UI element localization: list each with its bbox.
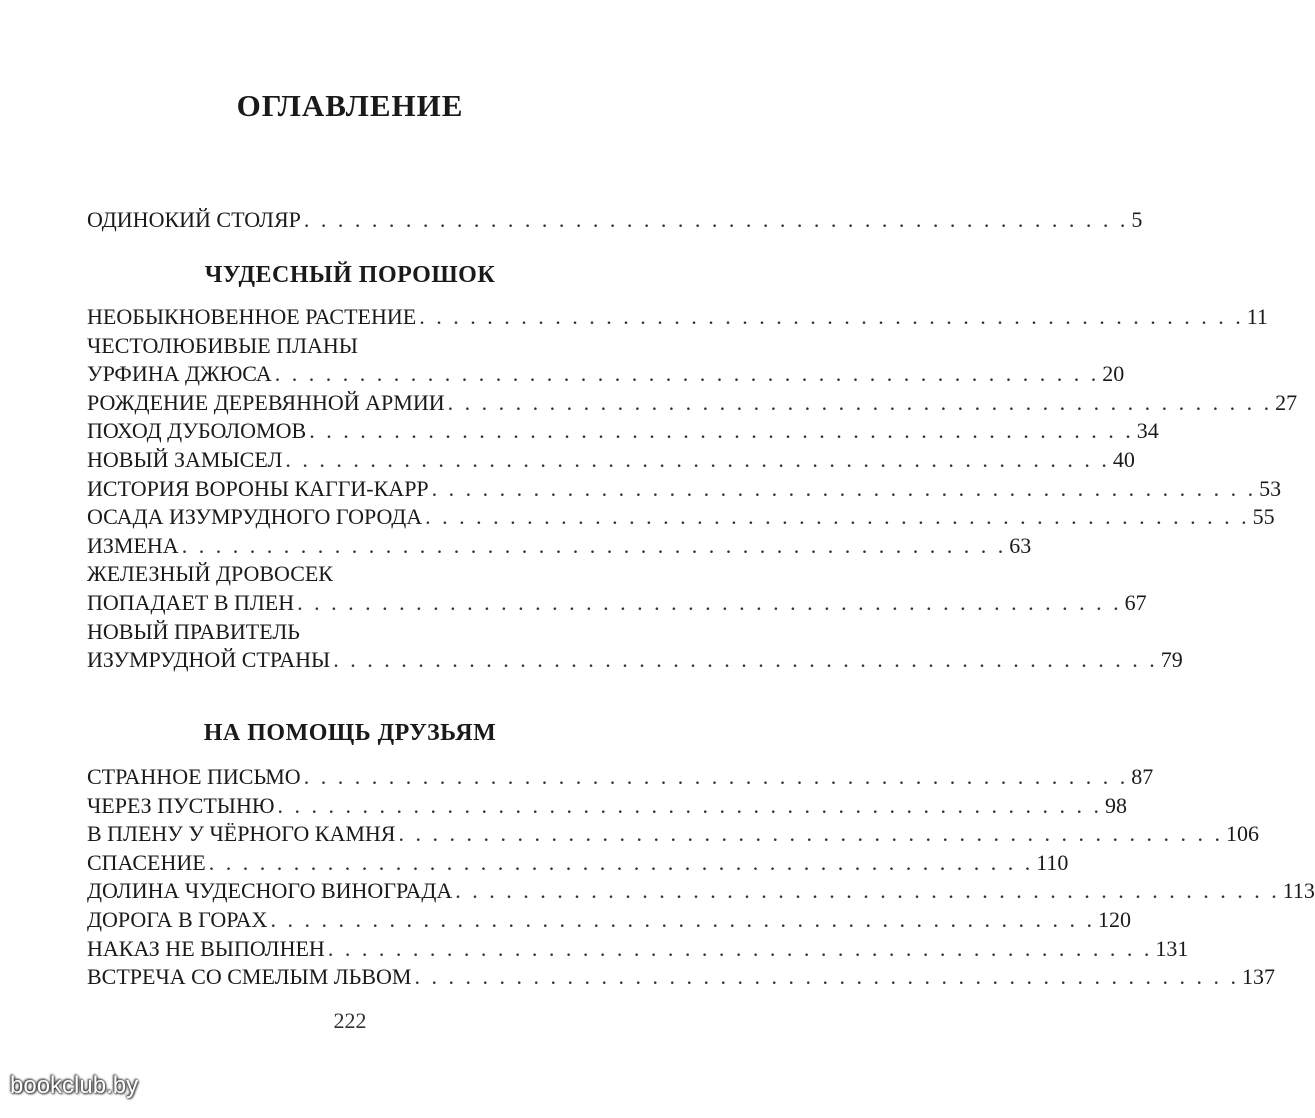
- toc-entry: [87, 877, 1315, 906]
- dot-leader: . . . . . . . . . . . . . . . . . . . . . . . . . . . . . . . . . . . . . . . . . . . . . . . . .: [270, 906, 1095, 932]
- toc-entry: [87, 618, 619, 647]
- toc-entry: [87, 417, 1159, 446]
- entry-page: 110: [1036, 849, 1069, 875]
- toc-entry: [87, 792, 1127, 821]
- section-1-list: [87, 303, 1298, 675]
- watermark: bookclub.by: [10, 1072, 139, 1099]
- dot-leader: . . . . . . . . . . . . . . . . . . . . . . . . . . . . . . . . . . . . . . . . . . . . . . . . .: [431, 475, 1257, 501]
- dot-leader: . . . . . . . . . . . . . . . . . . . . . . . . . . . . . . . . . . . . . . . . . . . . . . . . .: [285, 446, 1110, 472]
- entry-title: ОСАДА ИЗУМРУДНОГО ГОРОДА: [87, 504, 423, 530]
- dot-leader: . . . . . . . . . . . . . . . . . . . . . . . . . . . . . . . . . . . . . . . . . . . . . . . . .: [277, 792, 1102, 818]
- entry-page: 40: [1112, 446, 1135, 472]
- toc-entry: [87, 503, 1275, 532]
- entry-title: ИСТОРИЯ ВОРОНЫ КАГГИ-КАРР: [87, 475, 429, 501]
- toc-entry: [87, 820, 1259, 849]
- dot-leader: . . . . . . . . . . . . . . . . . . . . . . . . . . . . . . . . . . . . . . . . . . . . . . . . .: [419, 304, 1244, 329]
- entry-title: НАКАЗ НЕ ВЫПОЛНЕН: [87, 935, 325, 961]
- toc-entry: [87, 849, 1069, 878]
- entry-title: НОВЫЙ ЗАМЫСЕЛ: [87, 446, 283, 472]
- entry-page: 106: [1225, 821, 1259, 847]
- page-number: 222: [333, 1008, 367, 1033]
- entry-title: В ПЛЕНУ У ЧЁРНОГО КАМНЯ: [87, 821, 396, 847]
- toc-entry: [87, 646, 1183, 675]
- dot-leader: . . . . . . . . . . . . . . . . . . . . . . . . . . . . . . . . . . . . . . . . . . . . . . . . .: [303, 764, 1129, 789]
- dot-leader: . . . . . . . . . . . . . . . . . . . . . . . . . . . . . . . . . . . . . . . . . . . . . . . . .: [333, 647, 1158, 673]
- entry-page: 98: [1104, 792, 1127, 818]
- toc-entry: [87, 560, 619, 589]
- entry-page: 67: [1124, 589, 1147, 615]
- toc-entry: [87, 935, 1189, 964]
- toc-entry: [87, 963, 1275, 992]
- toc-entry: [87, 532, 1032, 561]
- section-heading: НА ПОМОЩЬ ДРУЗЬЯМ: [203, 720, 497, 746]
- entry-page: 34: [1136, 418, 1159, 444]
- toc-entry: [87, 303, 1268, 332]
- entry-page: 79: [1160, 647, 1183, 673]
- dot-leader: . . . . . . . . . . . . . . . . . . . . . . . . . . . . . . . . . . . . . . . . . . . . . . . . .: [327, 935, 1153, 961]
- dot-leader: . . . . . . . . . . . . . . . . . . . . . . . . . . . . . . . . . . . . . . . . . . . . . . . . .: [414, 964, 1239, 990]
- entry-title: СПАСЕНИЕ: [87, 849, 206, 875]
- dot-leader: . . . . . . . . . . . . . . . . . . . . . . . . . . . . . . . . . . . . . . . . . . . . . . . . .: [181, 532, 1007, 558]
- entry-title: ИЗУМРУДНОЙ СТРАНЫ: [87, 647, 331, 673]
- entry-title: СТРАННОЕ ПИСЬМО: [87, 764, 301, 789]
- entry-title: НОВЫЙ ПРАВИТЕЛЬ: [87, 618, 300, 644]
- entry-page: 87: [1131, 764, 1154, 789]
- entry-title: ИЗМЕНА: [87, 532, 179, 558]
- entry-title: ЧЕСТОЛЮБИВЫЕ ПЛАНЫ: [87, 332, 358, 358]
- toc-entry: [87, 589, 1147, 618]
- dot-leader: . . . . . . . . . . . . . . . . . . . . . . . . . . . . . . . . . . . . . . . . . . . . . . . . .: [309, 418, 1134, 444]
- entry-page: 113: [1282, 878, 1315, 904]
- section-heading: ЧУДЕСНЫЙ ПОРОШОК: [204, 262, 496, 288]
- entry-page: 5: [1131, 207, 1143, 232]
- entry-title: УРФИНА ДЖЮСА: [87, 361, 272, 387]
- entry-title: ДОЛИНА ЧУДЕСНОГО ВИНОГРАДА: [87, 878, 453, 904]
- toc-entry: [87, 206, 1143, 235]
- entry-title: ЧЕРЕЗ ПУСТЫНЮ: [87, 792, 275, 818]
- dot-leader: . . . . . . . . . . . . . . . . . . . . . . . . . . . . . . . . . . . . . . . . . . . . . . . . .: [455, 878, 1280, 904]
- entry-page: 63: [1009, 532, 1032, 558]
- entry-title: ПОПАДАЕТ В ПЛЕН: [87, 589, 295, 615]
- entry-page: 55: [1252, 504, 1275, 530]
- entry-title: ДОРОГА В ГОРАХ: [87, 906, 268, 932]
- entry-title: ПОХОД ДУБОЛОМОВ: [87, 418, 307, 444]
- entry-page: 27: [1275, 389, 1298, 415]
- entry-page: 137: [1241, 964, 1275, 990]
- dot-leader: . . . . . . . . . . . . . . . . . . . . . . . . . . . . . . . . . . . . . . . . . . . . . . . . .: [208, 849, 1034, 875]
- dot-leader: . . . . . . . . . . . . . . . . . . . . . . . . . . . . . . . . . . . . . . . . . . . . . . . . .: [297, 589, 1122, 615]
- toc-entry: [87, 475, 1282, 504]
- entry-page: 20: [1102, 361, 1125, 387]
- entry-title: ОДИНОКИЙ СТОЛЯР: [87, 207, 301, 232]
- entry-page: 11: [1246, 304, 1268, 329]
- entry-page: 131: [1155, 935, 1189, 961]
- toc-entry: [87, 389, 1298, 418]
- entry-page: 53: [1259, 475, 1282, 501]
- toc-entry: [87, 446, 1135, 475]
- section-2-list: [87, 763, 1315, 992]
- dot-leader: . . . . . . . . . . . . . . . . . . . . . . . . . . . . . . . . . . . . . . . . . . . . . . . . .: [425, 504, 1250, 530]
- entry-title: ЖЕЛЕЗНЫЙ ДРОВОСЕК: [87, 561, 333, 587]
- dot-leader: . . . . . . . . . . . . . . . . . . . . . . . . . . . . . . . . . . . . . . . . . . . . . . . . .: [447, 389, 1273, 415]
- entry-title: РОЖДЕНИЕ ДЕРЕВЯННОЙ АРМИИ: [87, 389, 445, 415]
- toc-entry: [87, 763, 1154, 792]
- entry-title: ВСТРЕЧА СО СМЕЛЫМ ЛЬВОМ: [87, 964, 412, 990]
- toc-title: ОГЛАВЛЕНИЕ: [236, 88, 464, 123]
- toc-entry: [87, 360, 1125, 389]
- entry-page: 120: [1097, 906, 1131, 932]
- entry-title: НЕОБЫКНОВЕННОЕ РАСТЕНИЕ: [87, 304, 417, 329]
- intro-list: [87, 206, 1143, 235]
- dot-leader: . . . . . . . . . . . . . . . . . . . . . . . . . . . . . . . . . . . . . . . . . . . . . . . . .: [398, 821, 1223, 847]
- dot-leader: . . . . . . . . . . . . . . . . . . . . . . . . . . . . . . . . . . . . . . . . . . . . . . . . .: [274, 361, 1100, 387]
- toc-entry: [87, 906, 1131, 935]
- toc-entry: [87, 332, 619, 361]
- dot-leader: . . . . . . . . . . . . . . . . . . . . . . . . . . . . . . . . . . . . . . . . . . . . . . . . .: [303, 207, 1129, 232]
